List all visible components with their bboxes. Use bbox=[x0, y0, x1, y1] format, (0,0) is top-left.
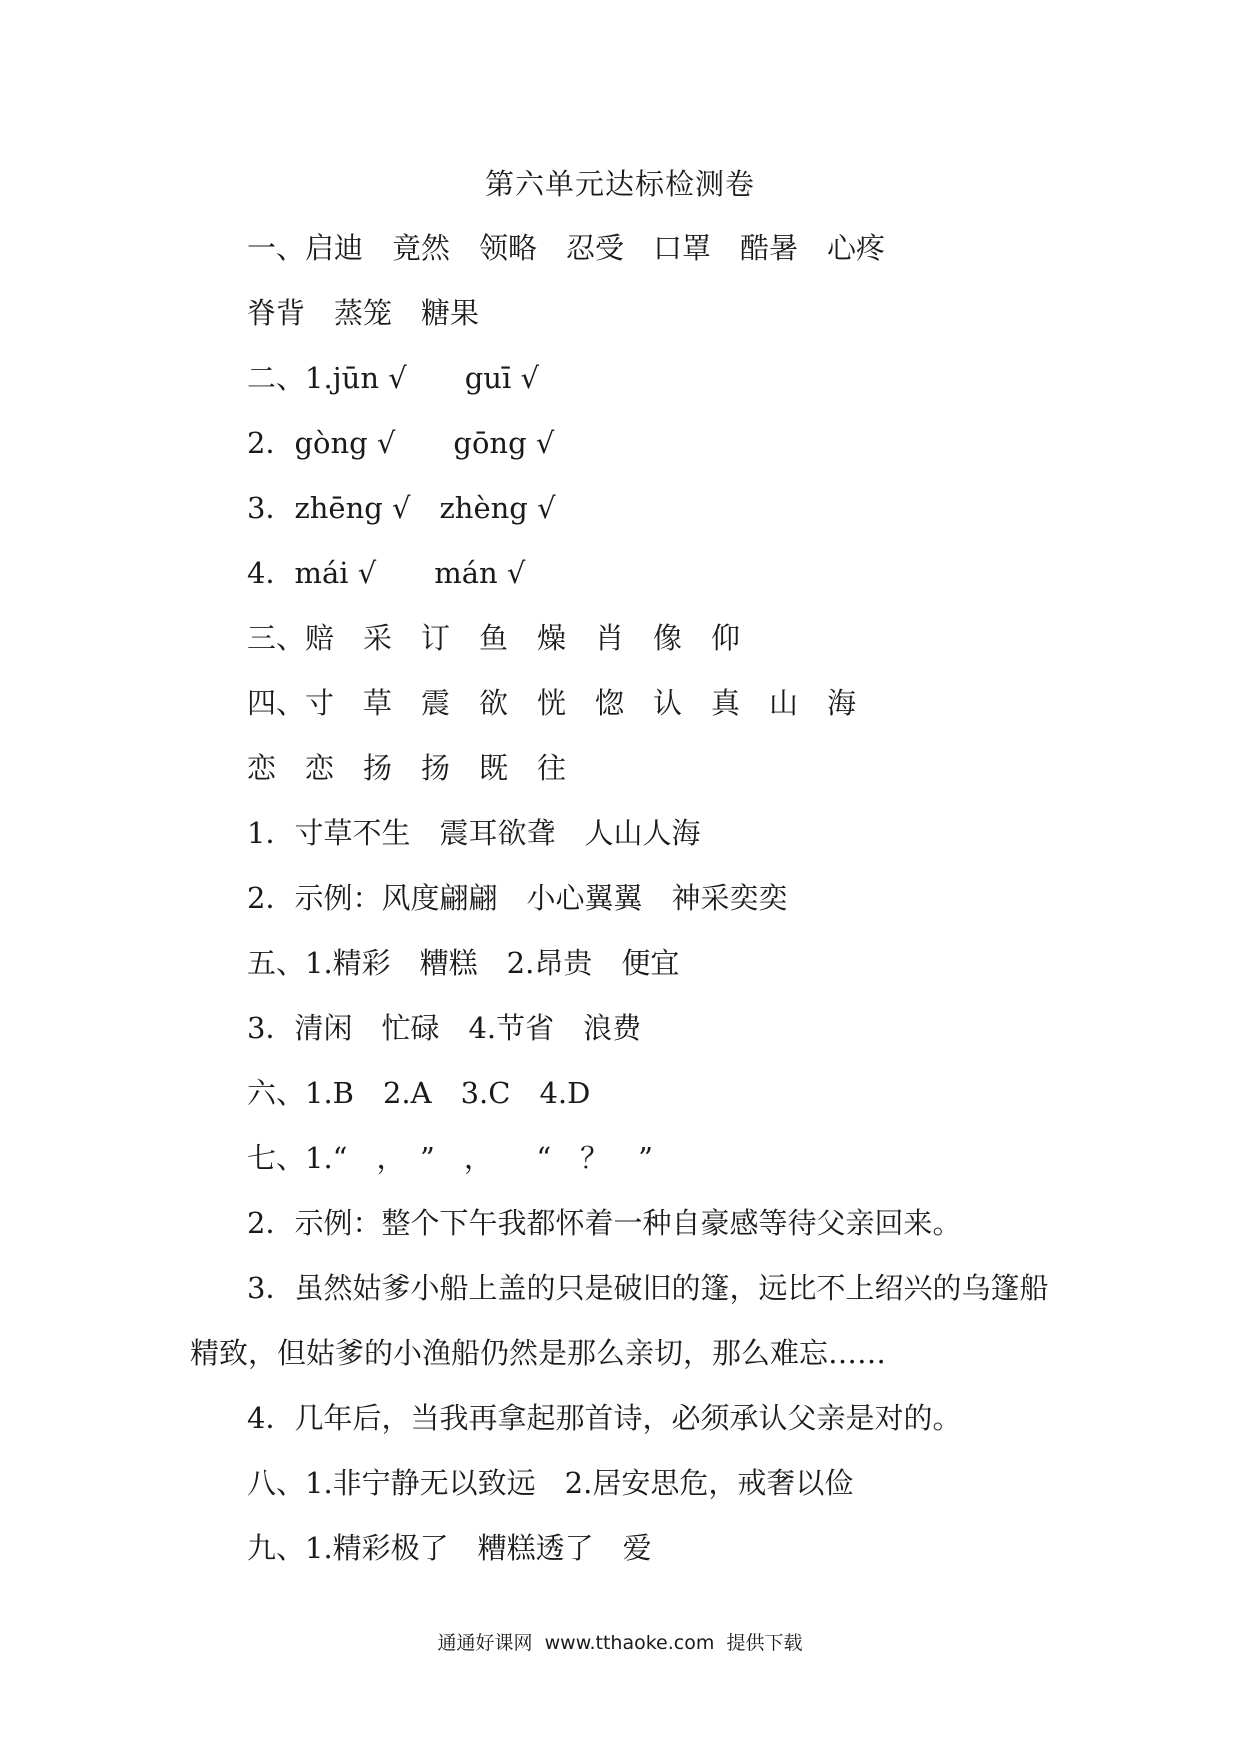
answer-line-9: 恋 恋 扬 扬 既 往 bbox=[247, 751, 567, 785]
answer-line-14: 六、1.B 2.A 3.C 4.D bbox=[247, 1076, 591, 1110]
answer-line-3: 二、1.jūn √ guī √ bbox=[247, 361, 539, 395]
answer-line-10: 1．寸草不生 震耳欲聋 人山人海 bbox=[247, 816, 701, 850]
answer-line-4: 2．gòng √ gōng √ bbox=[247, 426, 555, 460]
page-footer: 通通好课网 www.tthaoke.com 提供下载 bbox=[437, 1632, 803, 1654]
page-title: 第六单元达标检测卷 bbox=[484, 167, 755, 201]
answer-line-15: 七、1.“ ， ” ， “ ？ ” bbox=[247, 1141, 653, 1175]
answer-line-17: 3．虽然姑爹小船上盖的只是破旧的篷，远比不上绍兴的乌篷船 bbox=[247, 1271, 1049, 1305]
answer-line-5: 3．zhēng √ zhèng √ bbox=[247, 491, 556, 525]
answer-line-13: 3．清闲 忙碌 4.节省 浪费 bbox=[247, 1011, 642, 1045]
answer-line-21: 九、1.精彩极了 糟糕透了 爱 bbox=[247, 1531, 652, 1565]
answer-line-16: 2．示例：整个下午我都怀着一种自豪感等待父亲回来。 bbox=[247, 1206, 962, 1240]
answer-line-12: 五、1.精彩 糟糕 2.昂贵 便宜 bbox=[247, 946, 680, 980]
answer-line-2: 脊背 蒸笼 糖果 bbox=[247, 296, 480, 330]
answer-line-19: 4．几年后，当我再拿起那首诗，必须承认父亲是对的。 bbox=[247, 1401, 962, 1435]
answer-line-7: 三、赔 采 订 鱼 燥 肖 像 仰 bbox=[247, 621, 741, 655]
answer-line-20: 八、1.非宁静无以致远 2.居安思危，戒奢以俭 bbox=[247, 1466, 854, 1500]
answer-line-1: 一、启迪 竟然 领略 忍受 口罩 酷暑 心疼 bbox=[247, 231, 886, 265]
answer-line-11: 2．示例：风度翩翩 小心翼翼 神采奕奕 bbox=[247, 881, 788, 915]
answer-line-18: 精致，但姑爹的小渔船仍然是那么亲切，那么难忘…… bbox=[190, 1336, 887, 1370]
answer-line-6: 4．mái √ mán √ bbox=[247, 556, 526, 590]
answer-line-8: 四、寸 草 震 欲 恍 惚 认 真 山 海 bbox=[247, 686, 857, 720]
